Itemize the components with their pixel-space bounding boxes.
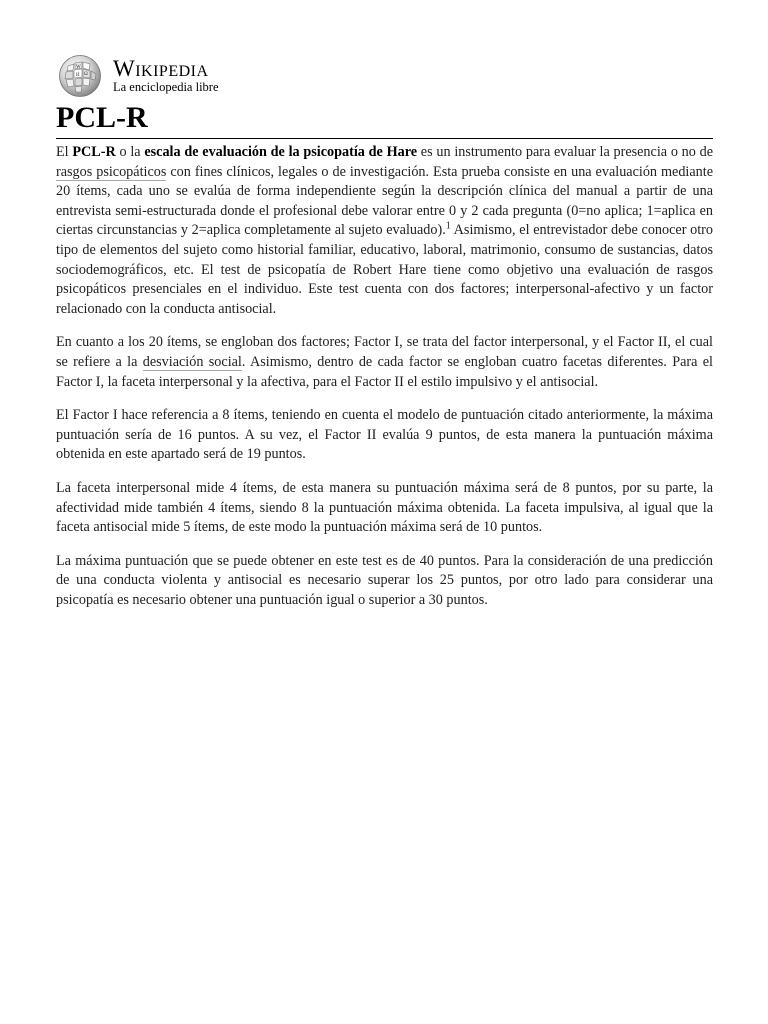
page-title: PCL-R (56, 100, 713, 139)
brand-text[interactable] (113, 58, 219, 94)
paragraph-1 (56, 143, 713, 319)
text: es un instrumento para evaluar la presencia o no de (417, 144, 714, 160)
paragraph-2 (56, 333, 713, 392)
article-body (56, 143, 713, 610)
bold-term-hare-scale: escala de evaluación de la psicopatía de Hare (144, 144, 418, 160)
bold-term-pcl-r: PCL-R (72, 144, 116, 160)
wordmark[interactable]: Wikipedia (113, 56, 209, 82)
svg-text:И: И (76, 73, 80, 78)
reference-1[interactable]: 1 (445, 220, 451, 232)
paragraph-3: El Factor I hace referencia a 8 ítems, teniendo en cuenta el modelo de puntuación citado anteriormente, la máxima puntuación sería de 16 puntos. A su vez, el Factor II evalúa 9 puntos, de esta manera la puntuación máxima obtenida en este apartado será de 19 puntos. (56, 407, 713, 463)
text: El (56, 144, 73, 160)
page (56, 54, 713, 624)
link-desviacion-social[interactable]: desviación social (142, 353, 242, 370)
wikipedia-globe-icon[interactable] (56, 54, 104, 98)
tagline: La enciclopedia libre (113, 80, 219, 95)
text: o la (115, 144, 145, 160)
paragraph-4: La faceta interpersonal mide 4 ítems, de esta manera su puntuación máxima será de 8 puntos, por su parte, la afectividad mide también 4 ítems, siendo 8 la puntuación máxima obtenida. La faceta impulsiva, al igual que la faceta antisocial mide 5 ítems, de este modo la puntuación máxima será de 10 puntos. (56, 479, 713, 536)
svg-text:W: W (76, 65, 81, 70)
svg-text:Ω: Ω (84, 72, 88, 77)
site-header[interactable] (56, 54, 713, 98)
link-rasgos-psicopaticos[interactable]: rasgos psicopáticos (56, 163, 167, 180)
text: En cuanto a los 20 ítems, se engloban dos factores; Factor I, se trata del factor interpersonal, y el Factor II, el cual se refiere a la (56, 334, 713, 370)
text: Asimismo, el entrevistador debe conocer otro tipo de elementos del sujeto como historial familiar, educativo, laboral, matrimonio, consumo de sustancias, datos sociodemográficos, etc. El test de psicopatía de Robert Hare tiene como objetivo una evaluación de rasgos psicopáticos presenciales en el individuo. Este test cuenta con dos factores; interpersonal-afectivo y un factor relacionado con la conducta antisocial. (56, 222, 713, 317)
paragraph-5: La máxima puntuación que se puede obtener en este test es de 40 puntos. Para la consideración de una predicción de una conducta violenta y antisocial es necesario superar los 25 puntos, por otro lado para considerar una psicopatía es necesario obtener una puntuación igual o superior a 30 puntos. (56, 552, 713, 608)
text: con fines clínicos, legales o de investigación. Esta prueba consiste en una evaluación mediante 20 ítems, cada uno se evalúa de forma independiente según la descripción clínica del manual a partir de una entrevista semi-estructurada donde el profesional debe valorar entre 0 y 2 cada pregunta (0=no aplica; 1=aplica en ciertas circunstancias y 2=aplica completamente al sujeto evaluado). (56, 163, 713, 239)
text: . Asimismo, dentro de cada factor se engloban cuatro facetas diferentes. Para el Factor I, la faceta interpersonal y la afectiva, para el Factor II el estilo impulsivo y el antisocial. (56, 353, 714, 390)
